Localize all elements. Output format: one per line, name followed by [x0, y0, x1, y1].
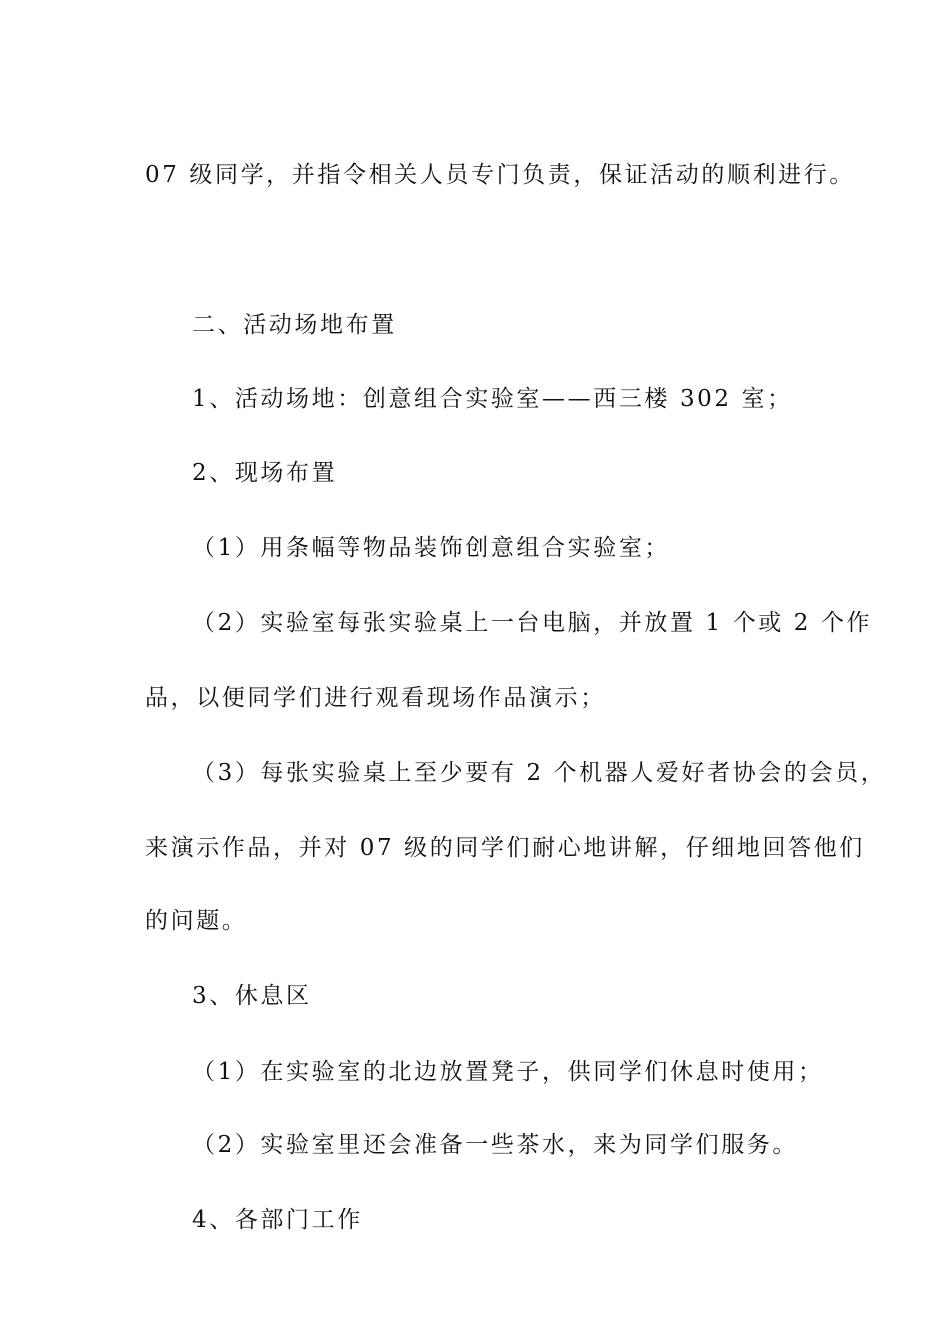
list-item-continuation: 的问题。	[145, 908, 248, 934]
list-item: 1、活动场地：创意组合实验室——西三楼 302 室；	[192, 386, 793, 412]
subsection-heading: 4、各部门工作	[192, 1207, 363, 1233]
subsection-heading: 2、现场布置	[192, 460, 338, 486]
list-item: （1）用条幅等物品装饰创意组合实验室；	[192, 535, 671, 561]
list-item: （3）每张实验桌上至少要有 2 个机器人爱好者协会的会员，	[192, 760, 887, 786]
list-item-continuation: 品，以便同学们进行观看现场作品演示；	[145, 685, 606, 711]
paragraph-continuation: 07 级同学，并指令相关人员专门负责，保证活动的顺利进行。	[145, 162, 855, 188]
list-item: （2）实验室里还会准备一些茶水，来为同学们服务。	[192, 1132, 799, 1158]
list-item-continuation: 来演示作品，并对 07 级的同学们耐心地讲解，仔细地回答他们	[145, 835, 865, 861]
subsection-heading: 3、休息区	[192, 983, 312, 1009]
section-heading: 二、活动场地布置	[192, 312, 397, 338]
list-item: （2）实验室每张实验桌上一台电脑，并放置 1 个或 2 个作	[192, 610, 873, 636]
list-item: （1）在实验室的北边放置凳子，供同学们休息时使用；	[192, 1059, 824, 1085]
